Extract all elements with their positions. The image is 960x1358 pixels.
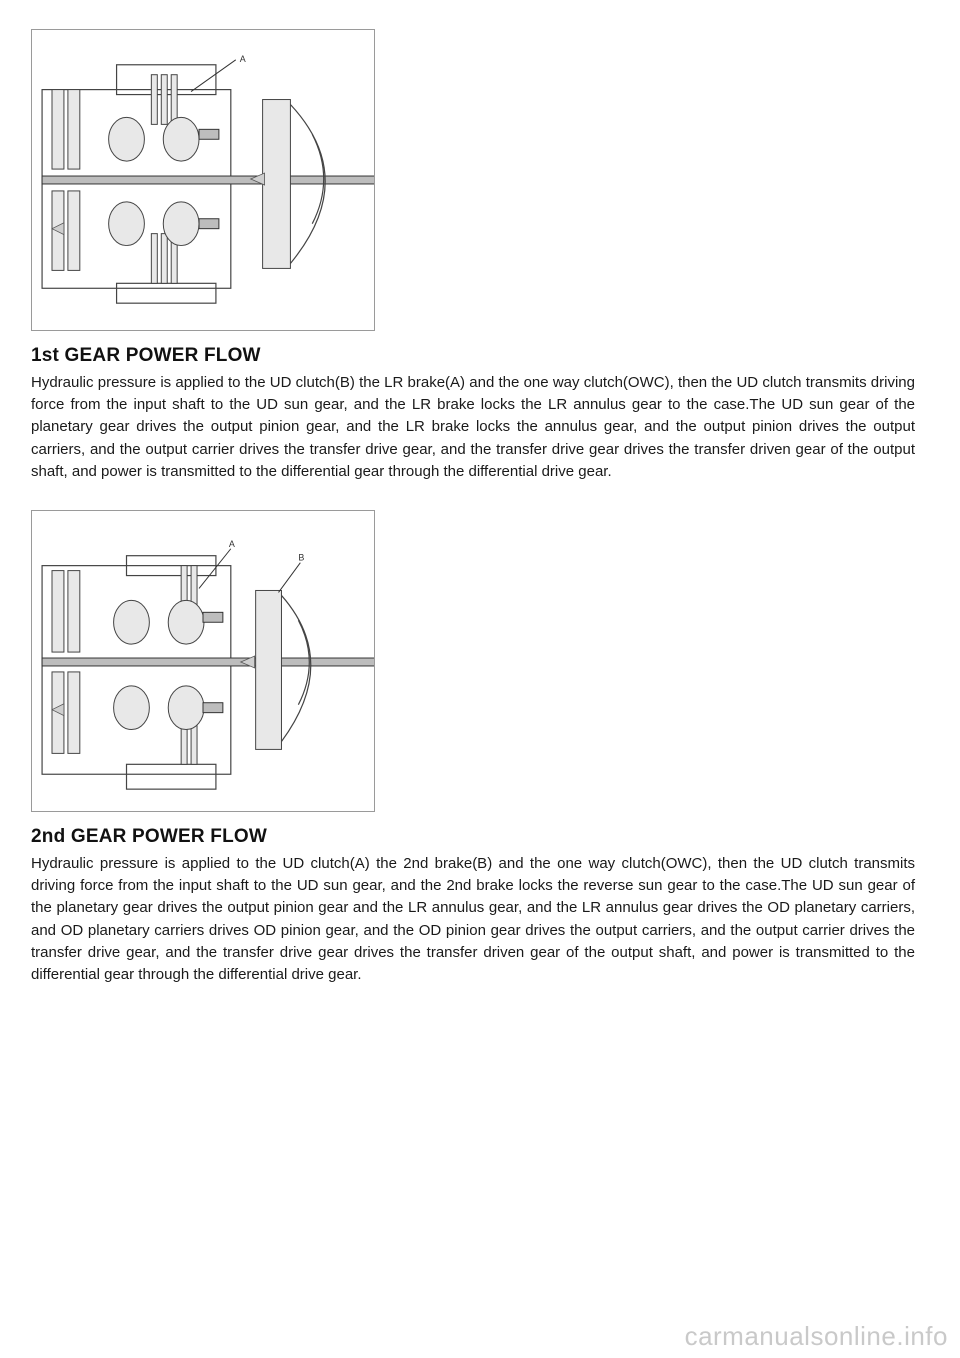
shaft — [42, 658, 374, 666]
housing-bottom — [127, 764, 216, 789]
callout-a: A — [239, 53, 246, 64]
callout-line-b — [278, 563, 300, 593]
gear-diagram-2nd — [31, 510, 375, 812]
section-heading-1st-gear: 1st GEAR POWER FLOW — [31, 345, 261, 366]
transfer-drive-gear — [256, 590, 311, 749]
site-watermark: carmanualsonline.info — [684, 1321, 948, 1351]
section-paragraph-2nd-gear: Hydraulic pressure is applied to the UD clutch(A) the 2nd brake(B) and the one way clutch(OWC), then the UD clutch transmits driving force from the input shaft to the UD sun gear, and the 2nd brake locks the reverse sun gear to the case.The UD sun gear of the planetary gear drives the output pinion gear and the LR annulus gear, and the LR annulus gear drives the OD planetary carriers, and OD planetary carriers drives OD pinion gear, and the OD pinion gear drives the output carriers, and the output carrier drives the transfer drive gear, and the transfer drive gear drives the transfer driven gear of the output shaft, and power is transmitted to the differential gear through the differential drive gear. — [31, 855, 915, 984]
housing-bottom — [117, 283, 216, 303]
callout-a: A — [228, 538, 235, 549]
transmission-cross-section-2 — [32, 511, 374, 811]
section-heading-2nd-gear: 2nd GEAR POWER FLOW — [31, 826, 268, 847]
gear-diagram-1st — [31, 29, 375, 331]
callout-line-a — [199, 549, 231, 589]
section-paragraph-1st-gear: Hydraulic pressure is applied to the UD clutch(B) the LR brake(A) and the one way clutch(OWC), then the UD clutch transmits driving force from the input shaft to the UD sun gear, and the LR brake locks the LR annulus gear to the case.The UD sun gear of the planetary gear drives the output pinion gear, and the LR brake locks the annulus gear, and the output pinion drives the output carriers, and the output carrier drives the transfer drive gear, and the transfer drive gear drives the transfer driven gear of the output shaft, and power is transmitted to the differential gear through the differential drive gear. — [31, 374, 915, 480]
transmission-cross-section-1 — [32, 30, 374, 330]
callout-b: B — [298, 552, 305, 563]
